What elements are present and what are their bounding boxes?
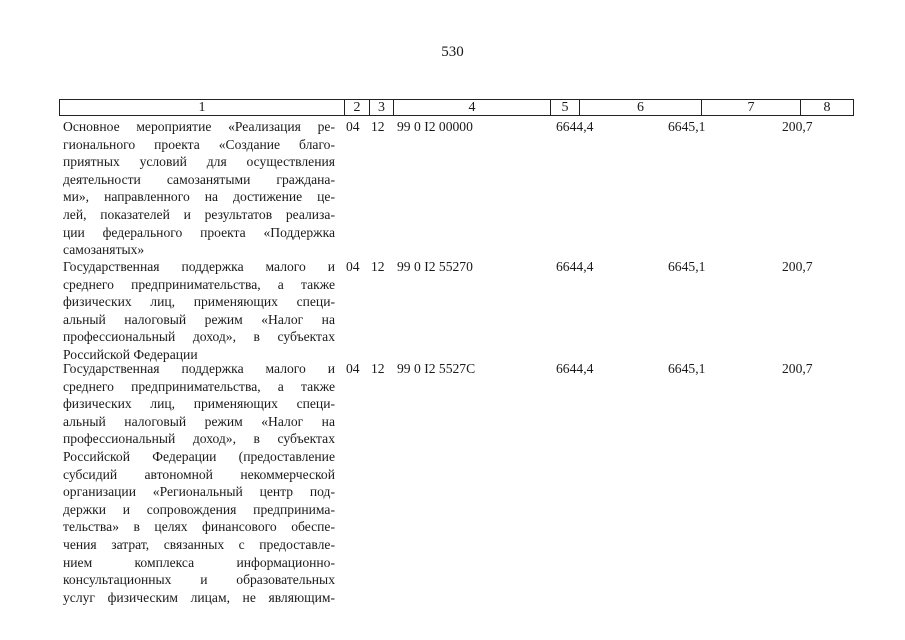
description-line: услуг физическим лицам, не являющим- [63,589,335,605]
description-line: Государственная поддержка малого и [63,361,335,376]
pr-code: 12 [371,259,385,274]
year2-value: 6645,1 [668,119,706,134]
csr-code: 99 0 I2 5527C [397,361,476,376]
rz-code: 04 [346,259,360,274]
csr-code: 99 0 I2 00000 [397,119,473,134]
rz-code: 04 [346,119,360,134]
csr-code: 99 0 I2 55270 [397,259,473,274]
description-line: лей, показателей и результатов реализа- [63,206,335,222]
header-col-8: 8 [800,100,853,115]
description-line: Российской Федерации [63,346,198,362]
year3-value: 200,7 [782,361,813,376]
row-description [63,258,335,364]
year3-value: 200,7 [782,259,813,274]
description-line: Основное мероприятие «Реализация ре- [63,119,335,134]
year2-value: 6645,1 [668,259,706,274]
year3-value: 200,7 [782,119,813,134]
year1-value: 6644,4 [556,361,594,376]
year1-value: 6644,4 [556,259,594,274]
header-col-5: 5 [550,100,579,115]
description-line: чения затрат, связанных с предоставле- [63,536,335,552]
row-description [63,360,335,606]
description-line: приятных условий для осуществления [63,154,335,170]
description-line: субсидий автономной некоммерческой [63,466,335,482]
page-number: 530 [441,44,464,60]
header-col-1: 1 [198,100,206,115]
table-header-row [59,99,854,116]
pr-code: 12 [371,361,385,376]
description-line: гионального проекта «Создание благо- [63,136,335,152]
description-line: нием комплекса информационно- [63,554,335,570]
header-col-6: 6 [579,100,701,115]
header-col-4: 4 [393,100,550,115]
description-line: держки и сопровождения предпринима- [63,501,335,517]
description-line: ми», направленного на достижение це- [63,189,335,205]
description-line: самозанятых» [63,242,145,258]
description-line: ции федерального проекта «Поддержка [63,224,335,240]
description-line: физических лиц, применяющих специ- [63,294,335,310]
description-line: организации «Региональный центр под- [63,484,335,500]
header-col-2: 2 [344,100,369,115]
description-line: профессиональный доход», в субъектах [63,329,335,345]
row-description [63,118,335,259]
description-line: среднего предпринимательства, а также [63,378,335,394]
year1-value: 6644,4 [556,119,594,134]
description-line: тельства» в целях финансового обеспе- [63,519,335,535]
pr-code: 12 [371,119,385,134]
description-line: консультационных и образовательных [63,572,335,588]
description-line: альный налоговый режим «Налог на [63,311,335,327]
rz-code: 04 [346,361,360,376]
description-line: профессиональный доход», в субъектах [63,431,335,447]
year2-value: 6645,1 [668,361,706,376]
description-line: альный налоговый режим «Налог на [63,413,335,429]
header-col-3: 3 [369,100,393,115]
description-line: среднего предпринимательства, а также [63,276,335,292]
description-line: Государственная поддержка малого и [63,259,335,274]
description-line: деятельности самозанятыми граждана- [63,171,335,187]
description-line: Российской Федерации (предоставление [63,448,335,464]
description-line: физических лиц, применяющих специ- [63,396,335,412]
header-col-7: 7 [701,100,800,115]
